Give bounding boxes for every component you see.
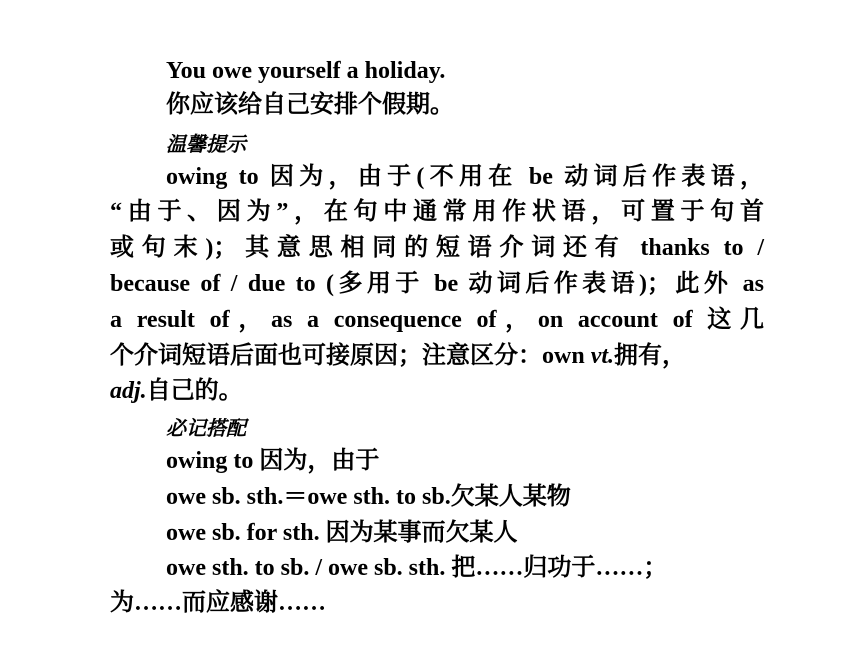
tip-heading: 温馨提示 bbox=[166, 132, 246, 156]
collocation-item-3: owe sb. for sth. 因为某事而欠某人 bbox=[166, 520, 518, 546]
tip-line-6 bbox=[110, 341, 686, 371]
collocations-heading: 必记搭配 bbox=[166, 416, 246, 440]
tip-line-3: 或句末)；其意思相同的短语介词还有 thanks to / bbox=[110, 235, 764, 261]
own-pos-adj: adj. bbox=[110, 378, 147, 404]
collocation-item-4: owe sth. to sb. / owe sb. sth. 把……归功于……； bbox=[166, 555, 668, 581]
tip-line-7 bbox=[110, 376, 243, 406]
tip-line-4: because of / due to (多用于 be 动词后作表语)；此外 as bbox=[110, 271, 764, 297]
tip-line-6-text: 个介词短语后面也可接原因；注意区分：own bbox=[110, 343, 585, 369]
tip-line-1: owing to 因为，由于(不用在 be 动词后作表语， bbox=[166, 164, 764, 190]
example-sentence-english: You owe yourself a holiday. bbox=[166, 58, 446, 84]
collocation-item-1: owing to 因为，由于 bbox=[166, 448, 380, 474]
own-meaning-verb: 拥有， bbox=[614, 343, 687, 369]
example-sentence-chinese: 你应该给自己安排个假期。 bbox=[166, 92, 454, 118]
own-pos-verb: vt. bbox=[590, 343, 615, 369]
own-meaning-adj: 自己的。 bbox=[146, 378, 243, 404]
collocation-item-2: owe sb. sth.＝owe sth. to sb.欠某人某物 bbox=[166, 484, 571, 510]
tip-line-2: “由于、因为”，在句中通常用作状语，可置于句首 bbox=[110, 199, 764, 225]
collocation-continuation: 为……而应感谢…… bbox=[110, 590, 326, 616]
tip-line-5: a result of，as a consequence of，on account of 这几 bbox=[110, 307, 764, 333]
